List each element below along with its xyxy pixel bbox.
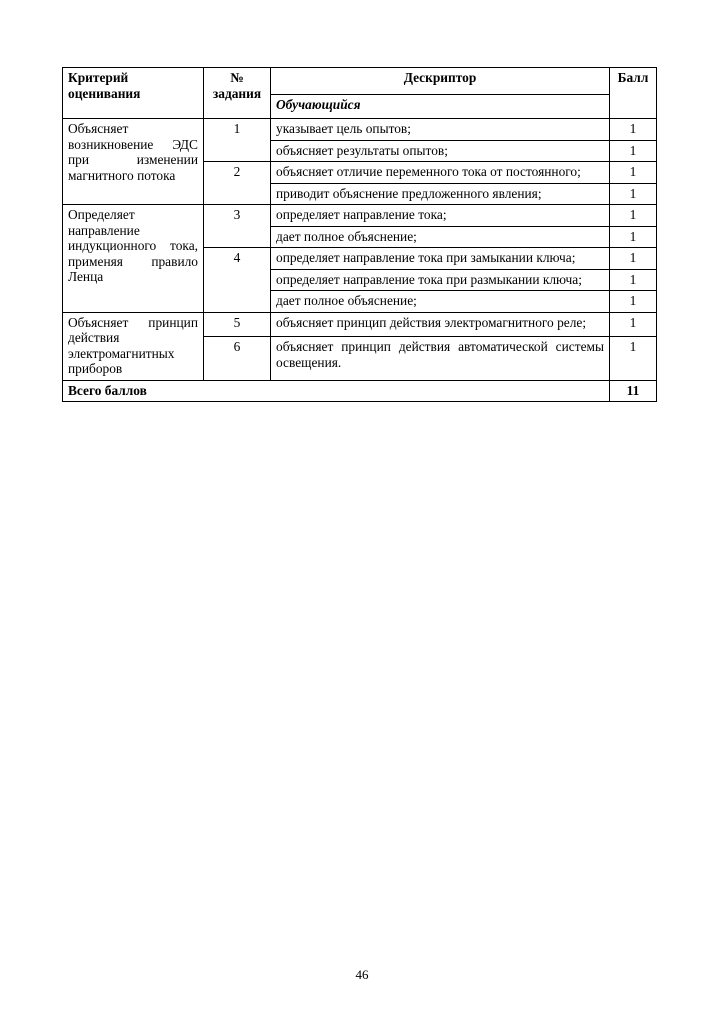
descriptor-cell: объясняет принцип действия электромагнитного реле; xyxy=(271,312,610,337)
task-number: 4 xyxy=(204,248,271,313)
score-cell: 1 xyxy=(610,226,657,248)
criterion-cell: Объясняет принцип действия электромагнитных приборов xyxy=(63,312,204,380)
page-number: 46 xyxy=(355,967,369,982)
table-row xyxy=(63,119,657,141)
header-score: Балл xyxy=(610,68,657,119)
score-cell: 1 xyxy=(610,119,657,141)
descriptor-cell: объясняет результаты опытов; xyxy=(271,140,610,162)
table-row xyxy=(63,312,657,337)
score-cell: 1 xyxy=(610,269,657,291)
descriptor-cell: объясняет принцип действия автоматической системы освещения. xyxy=(271,337,610,380)
score-cell: 1 xyxy=(610,140,657,162)
header-row xyxy=(63,68,657,95)
table-row xyxy=(63,205,657,227)
total-row xyxy=(63,380,657,402)
score-cell: 1 xyxy=(610,248,657,270)
task-number: 1 xyxy=(204,119,271,162)
descriptor-cell: дает полное объяснение; xyxy=(271,226,610,248)
criterion-cell: Определяет направление индукционного тока, применяя правило Ленца xyxy=(63,205,204,313)
task-number: 3 xyxy=(204,205,271,248)
descriptor-cell: дает полное объяснение; xyxy=(271,291,610,313)
criterion-cell: Объясняет возникновение ЭДС при изменении магнитного потока xyxy=(63,119,204,205)
header-task-number: № задания xyxy=(204,68,271,119)
score-cell: 1 xyxy=(610,183,657,205)
descriptor-cell: определяет направление тока при размыкании ключа; xyxy=(271,269,610,291)
total-value: 11 xyxy=(610,380,657,402)
score-cell: 1 xyxy=(610,162,657,184)
descriptor-cell: объясняет отличие переменного тока от постоянного; xyxy=(271,162,610,184)
score-cell: 1 xyxy=(610,337,657,380)
descriptor-cell: определяет направление тока; xyxy=(271,205,610,227)
total-label: Всего баллов xyxy=(63,380,610,402)
task-number: 6 xyxy=(204,337,271,380)
task-number: 2 xyxy=(204,162,271,205)
header-criterion: Критерий оценивания xyxy=(63,68,204,119)
score-cell: 1 xyxy=(610,312,657,337)
header-learner: Обучающийся xyxy=(271,95,610,119)
descriptor-cell: определяет направление тока при замыкании ключа; xyxy=(271,248,610,270)
header-descriptor: Дескриптор xyxy=(271,68,610,95)
assessment-table xyxy=(62,67,657,402)
descriptor-cell: указывает цель опытов; xyxy=(271,119,610,141)
score-cell: 1 xyxy=(610,205,657,227)
task-number: 5 xyxy=(204,312,271,337)
descriptor-cell: приводит объяснение предложенного явления; xyxy=(271,183,610,205)
score-cell: 1 xyxy=(610,291,657,313)
